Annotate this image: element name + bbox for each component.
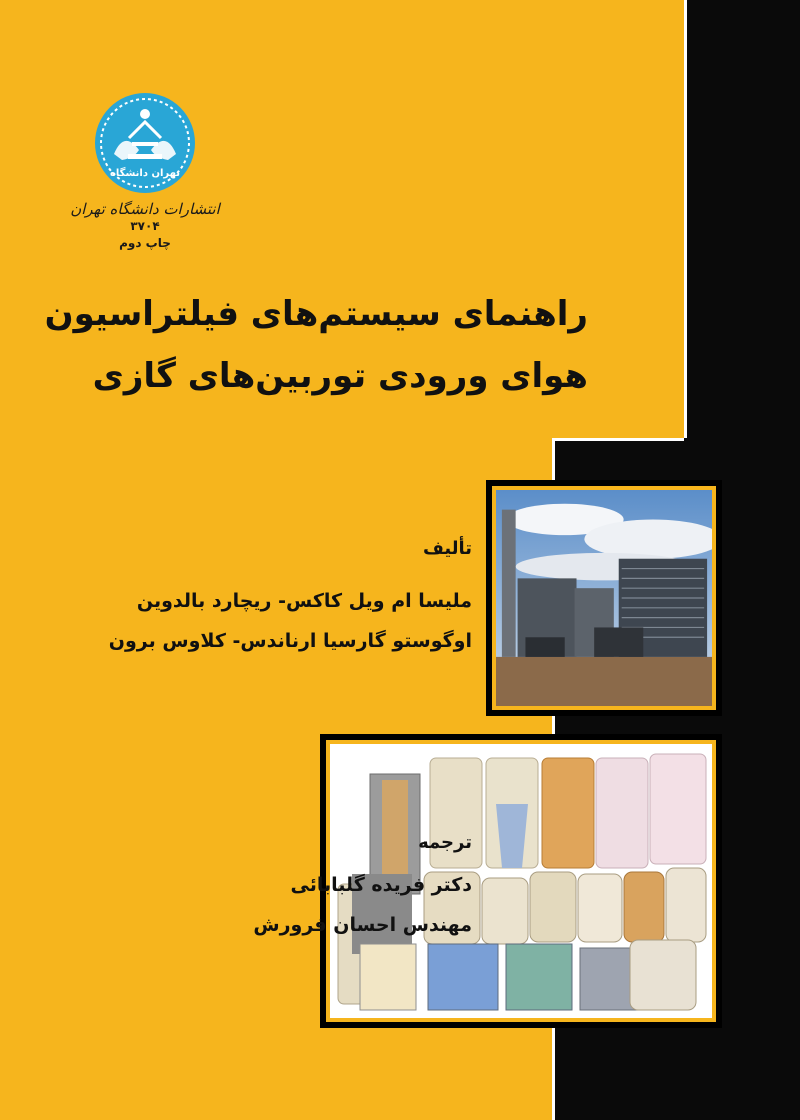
publisher-name: انتشارات دانشگاه تهران <box>70 200 220 218</box>
publication-number: ۳۷۰۴ <box>130 219 160 233</box>
translator-2: مهندس احسان فرورش <box>253 914 472 936</box>
translators-label: ترجمه <box>418 832 472 853</box>
title-line-2: هوای ورودی توربین‌های گازی <box>92 356 588 396</box>
authors-label: تألیف <box>422 538 472 559</box>
svg-text:تهران دانشگاه: تهران دانشگاه <box>110 168 180 179</box>
divider-line <box>684 0 687 438</box>
authors-line-1: ملیسا ام ویل کاکس- ریچارد بالدوین <box>136 590 472 612</box>
title-line-1: راهنمای سیستم‌های فیلتراسیون <box>44 294 588 334</box>
translator-1: دکتر فریده گلبابائی <box>290 874 472 896</box>
university-logo <box>94 92 196 194</box>
divider-line <box>552 438 684 441</box>
edition-label: چاپ دوم <box>119 236 171 250</box>
plant-photo <box>486 480 722 716</box>
authors-line-2: اوگوستو گارسیا ارناندس- کلاوس برون <box>108 630 472 652</box>
publisher-block <box>70 200 220 252</box>
